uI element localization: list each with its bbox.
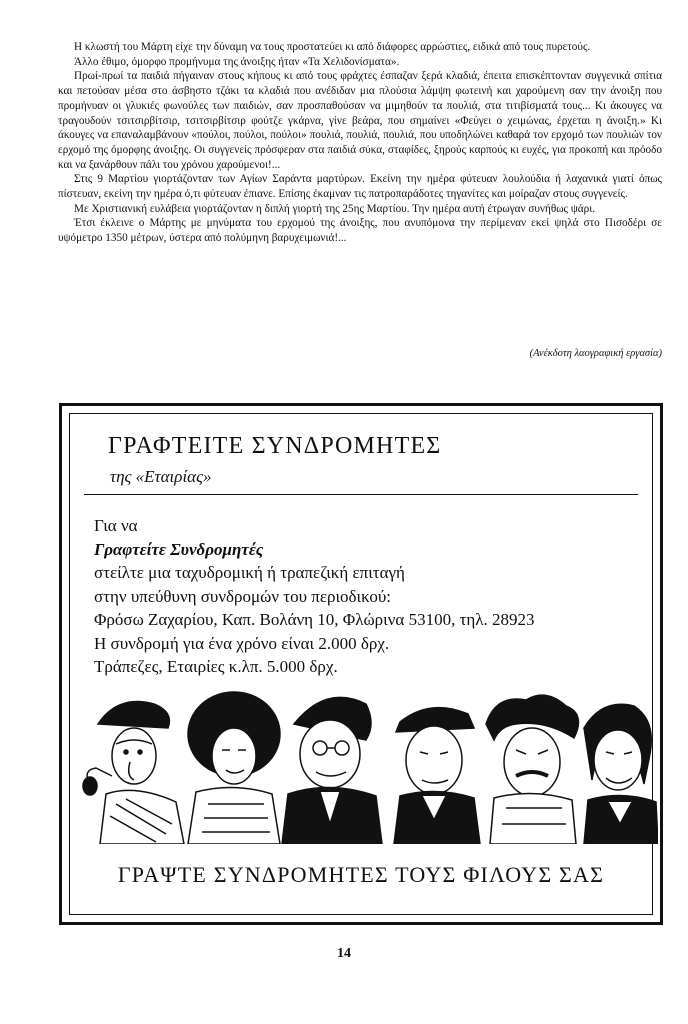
advertisement-subtitle: της «Εταιρίας» (110, 467, 212, 486)
caricature-scientist (486, 695, 579, 844)
caricature-detective (83, 702, 184, 845)
article-paragraph: Στις 9 Μαρτίου γιορτάζονταν των Αγίων Σαράντα μαρτύρων. Εκείνη την ημέρα φύτευαν λουλούδια ή λαχανικά γιατί όπως πίστευαν, εκείνη την ημέρα ό,τι φύτευαν έπιανε. Επίσης έκαμναν τις πατροπαράδοτες τηγανίτες και μοίραζαν στους συγγενείς. (58, 173, 662, 201)
ad-line: Για να (94, 516, 138, 535)
article-paragraph: Έτσι έκλεινε ο Μάρτης με μηνύματα του ερχομού της άνοιξης, που ανυπόμονα την περίμεναν εκεί ψηλά στο Πισοδέρι σε υψόμετρο 1350 μέτρων, ύστερα από πολύμηνη βαρυχειμωνιά!... (58, 217, 662, 245)
ad-line-emphasis: Γραφτείτε Συνδρομητές (94, 539, 264, 559)
ad-address: Φρόσω Ζαχαρίου, Καπ. Βολάνη 10, Φλώρινα 53100, τηλ. 28923 (94, 610, 535, 629)
ad-line: στείλτε μια ταχυδρομική ή τραπεζική επιταγή (94, 563, 405, 582)
advertisement-title: ΓΡΑΦΤΕΙΤΕ ΣΥΝΔΡΟΜΗΤΕΣ (108, 433, 442, 459)
article-paragraph: Η κλωστή του Μάρτη είχε την δύναμη να τους προστατεύει κι από διάφορες αρρώστιες, ειδικά από τους πυρετούς. (74, 41, 591, 53)
ad-line: στην υπεύθυνη συνδρομών του περιοδικού: (94, 586, 391, 606)
page-number: 14 (337, 946, 351, 961)
advertisement-slogan: ΓΡΑΨΤΕ ΣΥΝΔΡΟΜΗΤΕΣ ΤΟΥΣ ΦΙΛΟΥΣ ΣΑΣ (117, 862, 605, 887)
ad-institution-fee: Τράπεζες, Εταιρίες κ.λπ. 5.000 δρχ. (94, 657, 338, 676)
caricature-bearded (584, 704, 658, 844)
caricature-glasses (282, 697, 382, 844)
advertisement-body (94, 514, 654, 679)
article-source: (Ανέκδοτη λαογραφική εργασία) (529, 348, 662, 359)
divider (84, 494, 638, 495)
caricature-cap (394, 708, 480, 844)
article-text (58, 40, 662, 246)
caricature-curly-hair (188, 692, 280, 844)
article-paragraph: Άλλο έθιμο, όμορφο προμήνυμα της άνοιξης ήταν «Τα Χελιδονίσματα». (74, 55, 400, 68)
article-paragraph: Με Χριστιανική ευλάβεια γιορτάζονταν η διπλή γιορτή της 25ης Μαρτίου. Την ημέρα αυτή έτρωγαν συνήθως ψάρι. (74, 202, 596, 215)
advertisement-inner-frame (69, 413, 653, 915)
article-paragraph: Πρωί-πρωί τα παιδιά πήγαιναν στους κήπους κι από τους φράχτες έσπαζαν ξερά κλαδιά, έπειτα επισκέπτονταν συγγενικά σπίτια και πετούσαν μέσα στο άσβηστο τζάκι τα κλαδιά που ανέδιδαν μια πλούσια λάμψη φωτεινή και χαρούμενη σαν την άνοιξη που προμήνυαν οι γλυκιές φωνούλες των παιδιών, σαν προσπαθούσαν να μιμηθούν τα πουλιά, στα τιτιβίσματά τους... Κι άκουγες να τραγουδούν τσιτσιρβίτσιρ, τσιτσιρβίτσιρ φούτζε γκάρνα, γίνε βεάρα, που σημαίνει «Φεύγει ο χειμώνας, έρχεται η άνοιξη.» Κι άκουγες να επαναλαμβάνουν «πούλοι, πούλοι, πούλοι» πουλιά, πουλιά, πουλιά, που υποδηλώνει καθαρά τον ερχομό των πουλιών τον ερχομό της όμορφης άνοιξης. Οι συγγενείς πρόσφεραν στα παιδιά σύκα, σταφίδες, ξηρούς καρπούς κι ευχές, για προκοπή και πρόοδο και να ξανάρθουν πάλι του χρόνου χαρούμενοι!... (58, 70, 662, 171)
ad-annual-fee: Η συνδρομή για ένα χρόνο είναι 2.000 δρχ. (94, 633, 390, 653)
subscription-advertisement (59, 403, 663, 925)
caricature-illustration (76, 684, 658, 844)
